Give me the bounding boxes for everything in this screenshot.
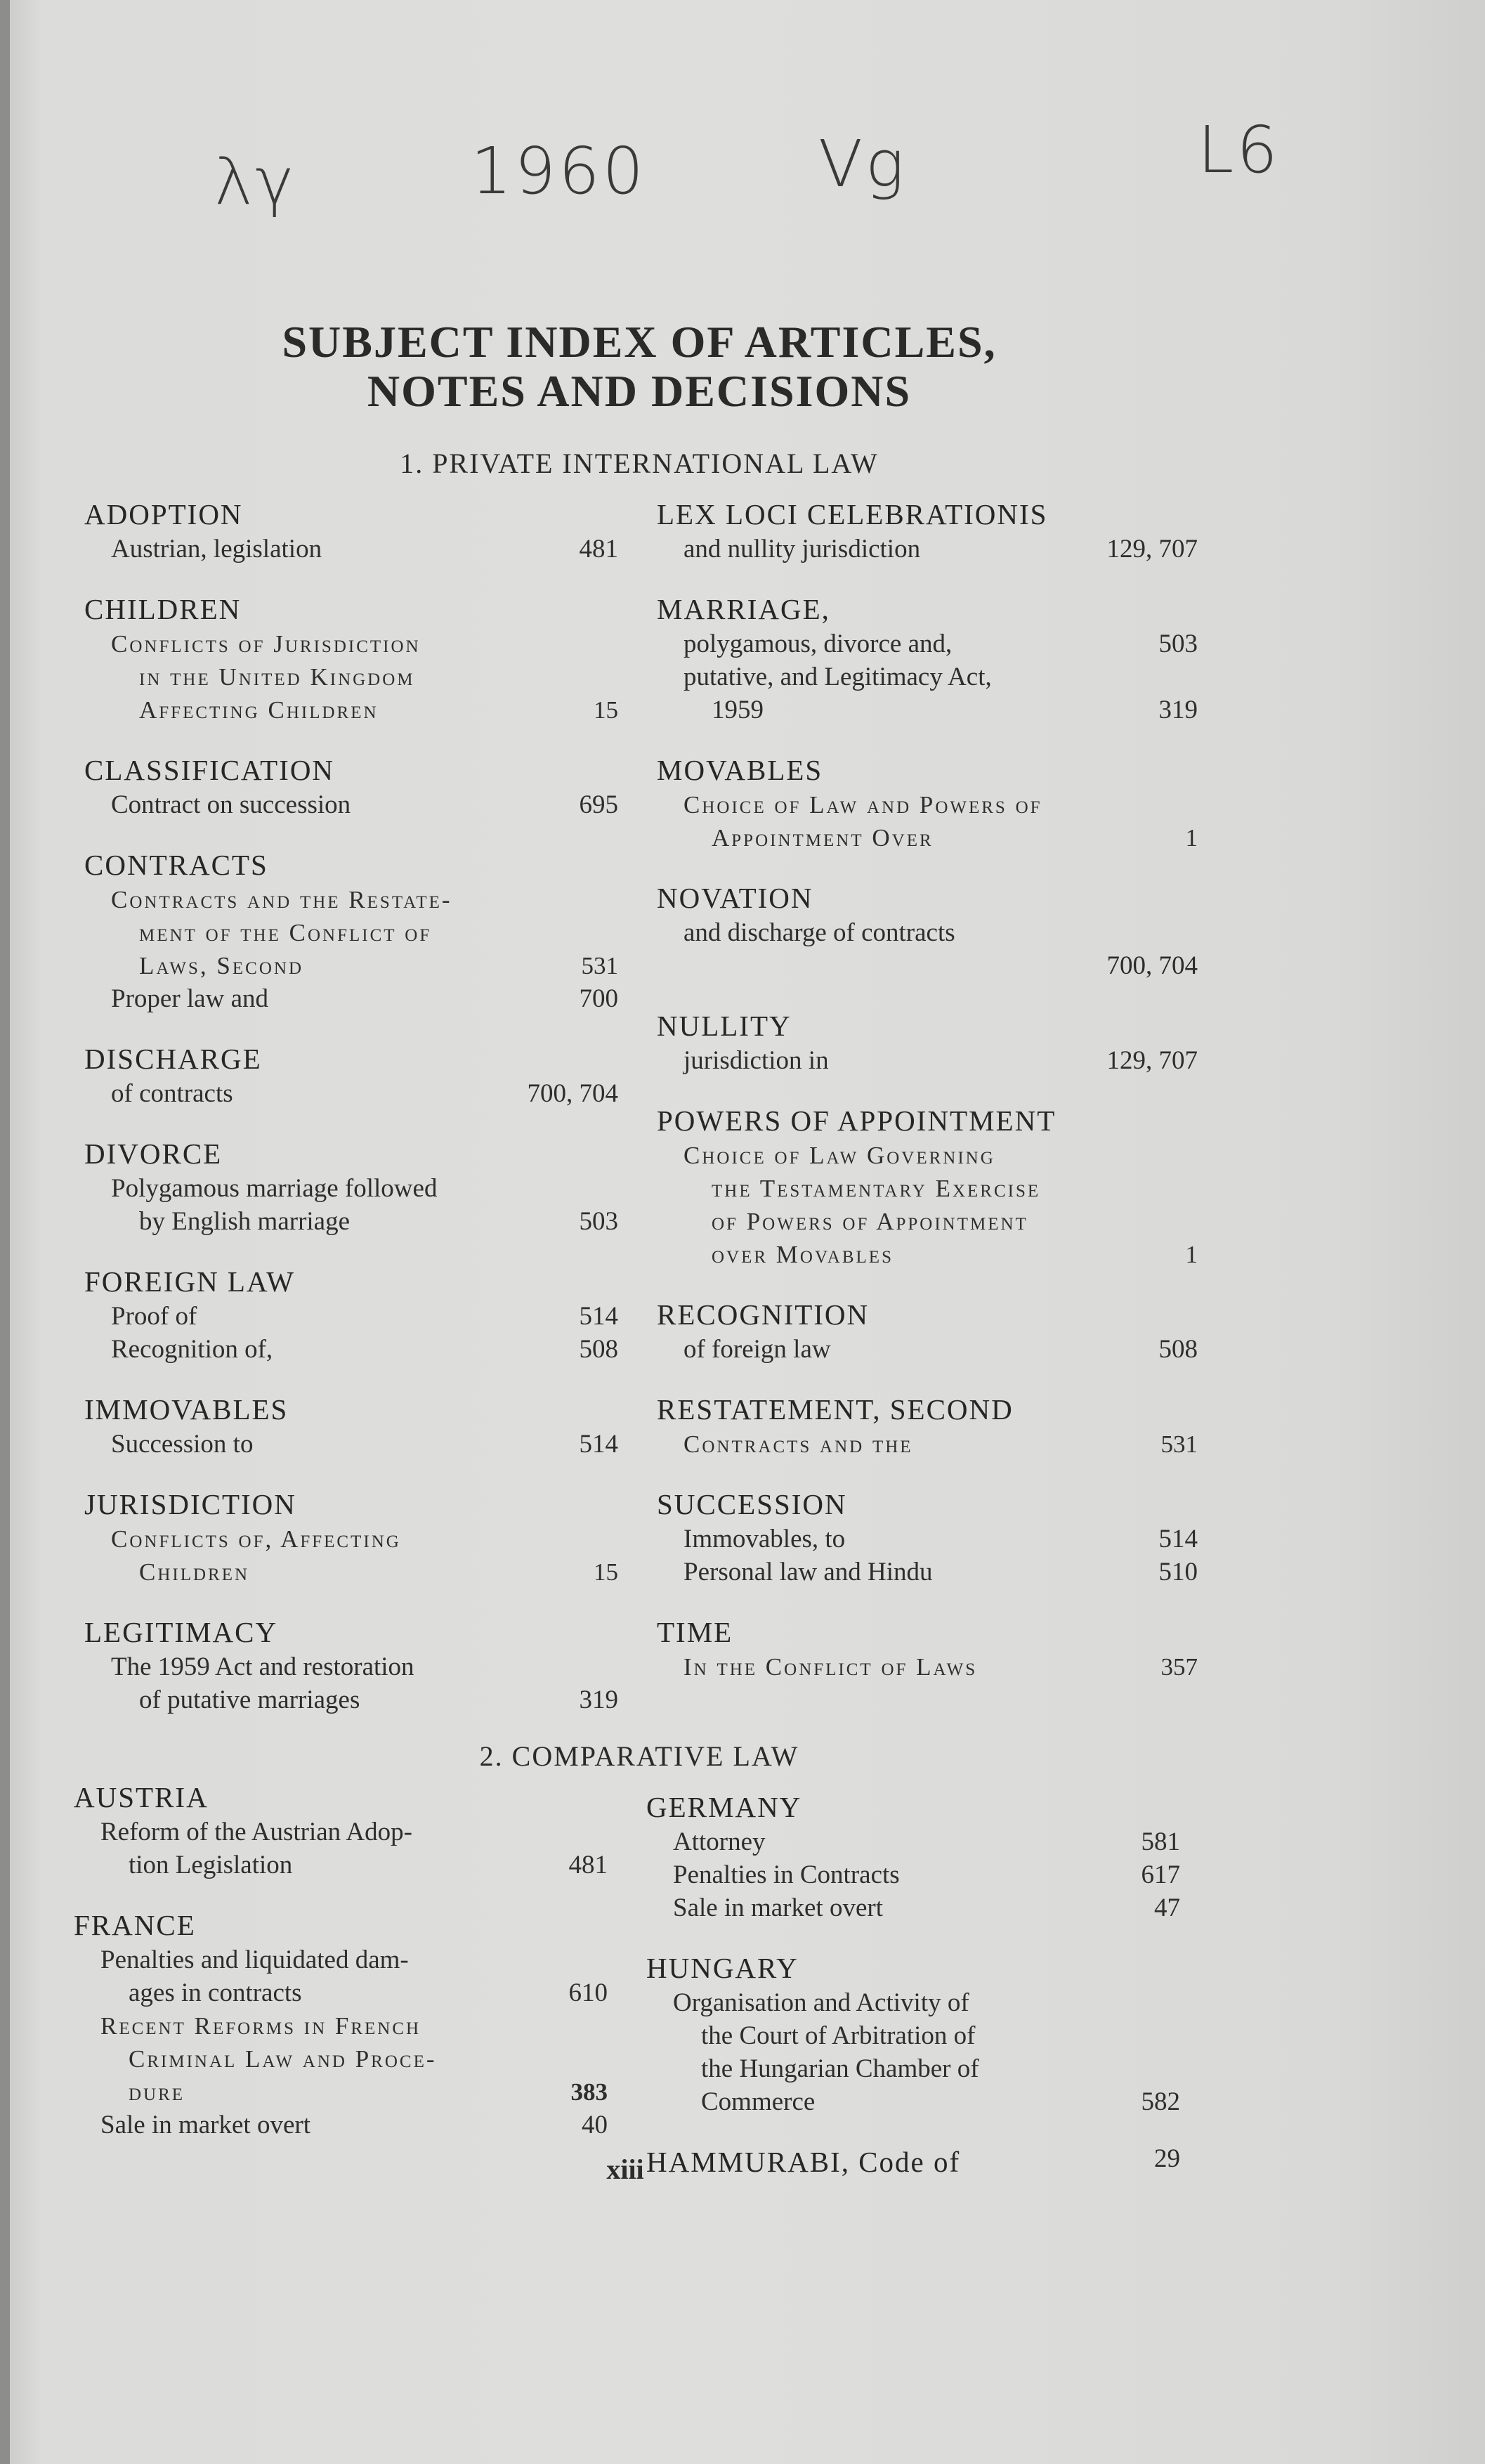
subentry-text: jurisdiction in xyxy=(683,1046,829,1075)
handwritten-note-4: L6 xyxy=(1198,112,1281,188)
index-subentry xyxy=(657,1172,1198,1205)
index-subentry xyxy=(74,2108,608,2142)
index-heading-row xyxy=(84,1263,618,1300)
index-heading: ADOPTION xyxy=(84,498,243,530)
index-heading-row xyxy=(657,1102,1198,1139)
index-subentry xyxy=(74,1943,608,1976)
index-entry-divorce xyxy=(84,1135,618,1238)
index-subentry xyxy=(657,1333,1198,1366)
page-reference: 514 xyxy=(579,1430,618,1459)
subentry-text: Conflicts of Jurisdiction xyxy=(111,630,421,658)
index-subentry xyxy=(84,788,618,821)
index-entry-discharge xyxy=(84,1041,618,1110)
subentry-text: tion Legislation xyxy=(129,1851,293,1879)
index-heading-row xyxy=(84,1486,618,1523)
index-heading: MOVABLES xyxy=(657,754,823,786)
index-heading: SUCCESSION xyxy=(657,1488,847,1520)
index-entry-children xyxy=(84,591,618,726)
index-entry-movables xyxy=(657,752,1198,854)
subentry-text: of contracts xyxy=(111,1079,233,1108)
page-reference: 15 xyxy=(594,1558,618,1586)
subentry-text: dure xyxy=(129,2078,185,2106)
index-entry-recognition xyxy=(657,1296,1198,1366)
index-heading: LEGITIMACY xyxy=(84,1616,278,1648)
index-subentry xyxy=(84,693,618,726)
index-heading-row xyxy=(84,1041,618,1077)
subentry-text: of putative marriages xyxy=(139,1686,360,1714)
subentry-text: Contracts and the Restate- xyxy=(111,886,452,913)
index-entry-contracts xyxy=(84,847,618,1015)
index-subentry xyxy=(84,1556,618,1589)
index-heading-row xyxy=(657,1614,1198,1650)
index-heading-row xyxy=(84,1391,618,1428)
index-heading-row xyxy=(657,591,1198,627)
index-heading-row xyxy=(657,1296,1198,1333)
index-subentry xyxy=(657,821,1198,854)
subentry-text: Penalties in Contracts xyxy=(673,1860,900,1889)
index-heading: AUSTRIA xyxy=(74,1781,209,1813)
index-subentry xyxy=(646,2085,1180,2118)
index-subentry xyxy=(646,1986,1180,2019)
subentry-text: of Powers of Appointment xyxy=(712,1208,1028,1235)
subentry-text: Laws, Second xyxy=(139,952,304,979)
subentry-text: Sale in market overt xyxy=(673,1893,883,1922)
index-entry-immovables xyxy=(84,1391,618,1461)
subentry-text: Proper law and xyxy=(111,984,268,1013)
index-subentry xyxy=(74,1816,608,1849)
index-entry-jurisdiction xyxy=(84,1486,618,1589)
index-heading-row xyxy=(84,752,618,788)
index-heading-row xyxy=(74,1907,608,1943)
index-subentry xyxy=(657,693,1198,726)
section2-left-column xyxy=(74,1779,608,2167)
subentry-text: Criminal Law and Proce- xyxy=(129,2045,437,2073)
index-heading-row xyxy=(84,591,618,627)
subentry-text: Organisation and Activity of xyxy=(673,1988,969,2017)
subentry-text: Contract on succession xyxy=(111,790,351,819)
index-subentry xyxy=(657,1139,1198,1172)
index-entry-marriage xyxy=(657,591,1198,726)
subentry-text: of foreign law xyxy=(683,1335,831,1364)
index-entry-foreign-law xyxy=(84,1263,618,1366)
index-entry-france xyxy=(74,1907,608,2142)
index-subentry xyxy=(74,1976,608,2009)
index-subentry xyxy=(657,627,1198,660)
index-subentry xyxy=(84,1172,618,1205)
page-reference: 510 xyxy=(1158,1558,1198,1586)
subentry-text: in the United Kingdom xyxy=(139,663,415,691)
index-entry-hungary xyxy=(646,1950,1180,2118)
subentry-text: Proof of xyxy=(111,1302,197,1331)
page-reference: 319 xyxy=(1158,696,1198,724)
index-subentry xyxy=(646,1891,1180,1924)
index-heading: DISCHARGE xyxy=(84,1043,262,1075)
handwritten-note-1: λγ xyxy=(214,144,296,219)
index-subentry xyxy=(84,982,618,1015)
index-entry-nullity xyxy=(657,1008,1198,1077)
subentry-text: the Hungarian Chamber of xyxy=(701,2054,979,2083)
page-reference: 503 xyxy=(579,1207,618,1236)
index-subentry xyxy=(84,883,618,916)
section-title-comparative-law: 2. COMPARATIVE LAW xyxy=(479,1740,799,1772)
page-reference: 531 xyxy=(1160,1430,1198,1458)
index-heading: NULLITY xyxy=(657,1010,792,1042)
index-heading: TIME xyxy=(657,1616,733,1648)
index-heading: GERMANY xyxy=(646,1791,802,1823)
index-subentry xyxy=(657,533,1198,566)
subentry-text: Recognition of, xyxy=(111,1335,273,1364)
index-entry-austria xyxy=(74,1779,608,1882)
index-heading: CHILDREN xyxy=(84,593,242,625)
index-heading-row xyxy=(84,496,618,533)
index-subentry xyxy=(646,1858,1180,1891)
index-heading: IMMOVABLES xyxy=(84,1393,289,1426)
index-entry-succession xyxy=(657,1486,1198,1589)
subentry-text: Recent Reforms in French xyxy=(100,2012,421,2040)
subentry-text: and nullity jurisdiction xyxy=(683,535,921,563)
subentry-text: Immovables, to xyxy=(683,1525,846,1553)
index-subentry xyxy=(84,949,618,982)
index-subentry xyxy=(84,1333,618,1366)
page-title-line-1: SUBJECT INDEX OF ARTICLES, xyxy=(282,317,997,367)
index-entry-legitimacy xyxy=(84,1614,618,1716)
index-heading-row xyxy=(74,1779,608,1816)
page-reference: 319 xyxy=(579,1686,618,1714)
page-reference: 610 xyxy=(568,1979,608,2007)
page-reference: 47 xyxy=(1154,1893,1180,1922)
index-heading: JURISDICTION xyxy=(84,1488,296,1520)
index-subentry xyxy=(657,1044,1198,1077)
subentry-text: by English marriage xyxy=(139,1207,351,1236)
index-entry-classification xyxy=(84,752,618,821)
subentry-text: the Testamentary Exercise xyxy=(712,1175,1041,1202)
index-heading-row xyxy=(657,752,1198,788)
index-heading: RESTATEMENT, SECOND xyxy=(657,1393,1014,1426)
subentry-text: Succession to xyxy=(111,1430,254,1459)
index-subentry xyxy=(84,916,618,949)
subentry-text: Conflicts of, Affecting xyxy=(111,1525,401,1553)
subentry-text: Commerce xyxy=(701,2087,816,2116)
index-heading: CLASSIFICATION xyxy=(84,754,335,786)
index-subentry xyxy=(646,2019,1180,2052)
index-subentry xyxy=(657,660,1198,693)
index-heading-row xyxy=(657,1008,1198,1044)
handwritten-note-2: 1960 xyxy=(471,133,647,209)
index-subentry xyxy=(657,1238,1198,1271)
index-heading-row xyxy=(646,1789,1180,1825)
index-subentry xyxy=(74,2009,608,2042)
page-number: xiii xyxy=(606,2153,644,2185)
index-heading: FOREIGN LAW xyxy=(84,1265,295,1298)
section2-right-column xyxy=(646,1789,1180,2205)
index-subentry xyxy=(657,1205,1198,1238)
subentry-text: Personal law and Hindu xyxy=(683,1558,933,1586)
section1-right-column xyxy=(657,496,1198,1709)
index-heading-row xyxy=(657,1391,1198,1428)
index-heading-row xyxy=(84,1614,618,1650)
index-heading: MARRIAGE, xyxy=(657,593,830,625)
index-subentry xyxy=(646,2052,1180,2085)
subentry-text: Affecting Children xyxy=(139,696,379,724)
page-reference: 481 xyxy=(568,1851,608,1879)
index-entry-lex-loci-celebrationis xyxy=(657,496,1198,566)
index-subentry xyxy=(84,1300,618,1333)
index-subentry xyxy=(84,1205,618,1238)
page-reference: 508 xyxy=(579,1335,618,1364)
subentry-text: 1959 xyxy=(712,696,764,724)
index-subentry xyxy=(84,1650,618,1683)
page-reference: 503 xyxy=(1158,630,1198,658)
page-reference: 700, 704 xyxy=(527,1079,618,1108)
subentry-text: Sale in market overt xyxy=(100,2111,310,2139)
index-heading: LEX LOCI CELEBRATIONIS xyxy=(657,498,1048,530)
index-subentry xyxy=(84,660,618,693)
section-title-private-international-law: 1. PRIVATE INTERNATIONAL LAW xyxy=(400,448,879,479)
subentry-text: Contracts and the xyxy=(683,1430,913,1458)
subentry-text: putative, and Legitimacy Act, xyxy=(683,663,992,691)
subentry-text: ment of the Conflict of xyxy=(139,919,432,946)
subentry-text: Attorney xyxy=(673,1827,766,1856)
subentry-text: Reform of the Austrian Adop- xyxy=(100,1818,412,1846)
index-heading: RECOGNITION xyxy=(657,1298,870,1331)
subentry-text: The 1959 Act and restoration xyxy=(111,1653,414,1681)
subentry-text: polygamous, divorce and, xyxy=(683,630,953,658)
page-reference: 357 xyxy=(1160,1653,1198,1681)
subentry-text: Austrian, legislation xyxy=(111,535,322,563)
page-reference: 514 xyxy=(1158,1525,1198,1553)
index-subentry xyxy=(84,627,618,660)
subentry-text: over Movables xyxy=(712,1241,894,1268)
index-heading-row xyxy=(84,847,618,883)
index-heading: NOVATION xyxy=(657,882,813,914)
index-subentry xyxy=(646,1825,1180,1858)
index-subentry xyxy=(74,2075,608,2108)
index-subentry xyxy=(84,533,618,566)
subentry-text: Polygamous marriage followed xyxy=(111,1174,438,1203)
subentry-text: and discharge of contracts xyxy=(683,918,955,947)
index-heading-row xyxy=(657,1486,1198,1523)
index-entry-powers-of-appointment xyxy=(657,1102,1198,1271)
index-heading: HUNGARY xyxy=(646,1952,799,1984)
index-subentry xyxy=(657,916,1198,949)
index-subentry xyxy=(657,1556,1198,1589)
index-subentry xyxy=(657,1650,1198,1683)
subentry-text: ages in contracts xyxy=(129,1979,302,2007)
index-heading-row xyxy=(657,880,1198,916)
index-subentry xyxy=(657,1523,1198,1556)
subentry-text: Penalties and liquidated dam- xyxy=(100,1945,409,1974)
index-subentry xyxy=(84,1683,618,1716)
subentry-text: Children xyxy=(139,1558,250,1586)
subentry-text: In the Conflict of Laws xyxy=(683,1653,978,1681)
index-subentry xyxy=(74,1849,608,1882)
index-subentry xyxy=(84,1077,618,1110)
subentry-text: Choice of Law and Powers of xyxy=(683,791,1042,819)
page-reference: 481 xyxy=(579,535,618,563)
index-heading-row xyxy=(646,1950,1180,1986)
page-reference: 1 xyxy=(1185,824,1198,852)
page-reference: 508 xyxy=(1158,1335,1198,1364)
index-entry-novation xyxy=(657,880,1198,982)
page-reference: 1 xyxy=(1185,1241,1198,1268)
index-heading-row xyxy=(657,496,1198,533)
index-subentry xyxy=(657,788,1198,821)
index-entry-adoption xyxy=(84,496,618,566)
page-reference: 695 xyxy=(579,790,618,819)
page-reference: 129, 707 xyxy=(1106,535,1198,563)
page-reference: 581 xyxy=(1141,1827,1180,1856)
page-title-line-2: NOTES AND DECISIONS xyxy=(367,366,912,416)
index-entry-time xyxy=(657,1614,1198,1683)
section1-left-column xyxy=(84,496,618,1742)
index-subentry xyxy=(84,1428,618,1461)
page-reference: 29 xyxy=(1154,2144,1180,2173)
page-reference: 582 xyxy=(1141,2087,1180,2116)
handwritten-note-3: Vg xyxy=(818,126,908,202)
index-heading-row xyxy=(84,1135,618,1172)
page-reference: 40 xyxy=(582,2111,608,2139)
index-heading: FRANCE xyxy=(74,1909,196,1941)
page-reference: 129, 707 xyxy=(1106,1046,1198,1075)
index-heading: CONTRACTS xyxy=(84,849,268,881)
page-reference: 15 xyxy=(594,696,618,724)
index-heading: HAMMURABI, Code of xyxy=(646,2146,961,2178)
index-subentry xyxy=(74,2042,608,2075)
page-reference: 531 xyxy=(581,952,618,979)
page-reference: 383 xyxy=(570,2078,608,2106)
index-subentry xyxy=(84,1523,618,1556)
index-heading: DIVORCE xyxy=(84,1138,223,1170)
index-heading: POWERS OF APPOINTMENT xyxy=(657,1104,1056,1137)
page-reference: 700, 704 xyxy=(1106,951,1198,980)
index-subentry xyxy=(657,1428,1198,1461)
subentry-text: Choice of Law Governing xyxy=(683,1142,995,1169)
page-reference: 514 xyxy=(579,1302,618,1331)
subentry-text: Appointment Over xyxy=(712,824,934,852)
index-entry-germany xyxy=(646,1789,1180,1924)
page-reference: 700 xyxy=(579,984,618,1013)
index-entry-restatement-second xyxy=(657,1391,1198,1461)
subentry-text: the Court of Arbitration of xyxy=(701,2021,976,2050)
page-reference: 617 xyxy=(1141,1860,1180,1889)
